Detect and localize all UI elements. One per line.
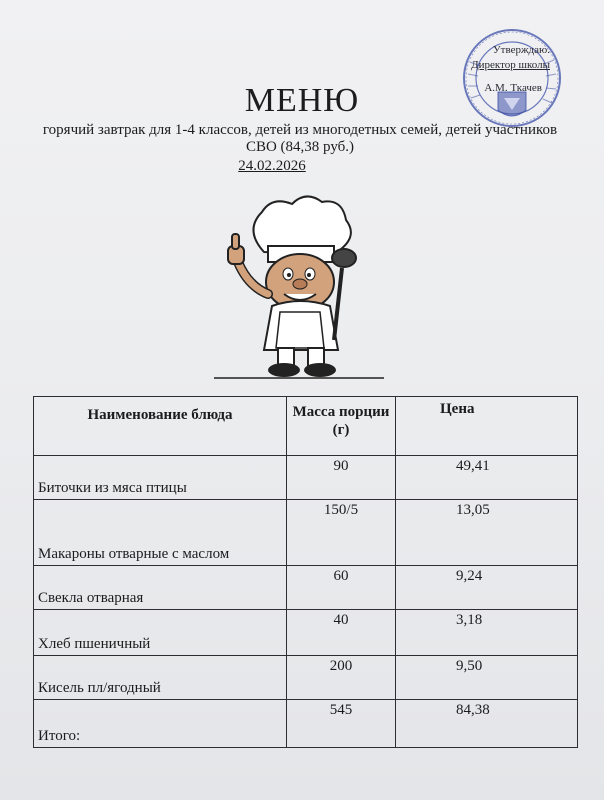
table-row [34, 610, 578, 656]
menu-title: МЕНЮ [244, 82, 360, 119]
column-header-name: Наименование блюда [34, 397, 287, 456]
dish-price: 49,41 [396, 456, 578, 500]
approval-label: Утверждаю. [492, 44, 550, 56]
dish-name: Кисель пл/ягодный [38, 680, 161, 696]
total-label: Итого: [38, 728, 81, 744]
chef-illustration [214, 190, 384, 380]
dish-mass: 40 [287, 610, 396, 656]
dish-name: Хлеб пшеничный [38, 636, 151, 652]
dish-name-cell [34, 456, 287, 500]
total-price: 84,38 [396, 700, 578, 748]
dish-price: 13,05 [396, 500, 578, 566]
dish-price: 3,18 [396, 610, 578, 656]
dish-price: 9,50 [396, 656, 578, 700]
dish-mass: 150/5 [287, 500, 396, 566]
total-mass: 545 [287, 700, 396, 748]
table-header-row [34, 397, 578, 456]
dish-name-cell [34, 500, 287, 566]
dish-mass: 90 [287, 456, 396, 500]
column-header-price: Цена [396, 397, 578, 456]
approval-position: Директор школы [471, 59, 550, 71]
dish-mass: 200 [287, 656, 396, 700]
dish-name: Макароны отварные с маслом [38, 546, 230, 562]
dish-name-cell [34, 656, 287, 700]
table-total-row [34, 700, 578, 748]
dish-mass: 60 [287, 566, 396, 610]
menu-subtitle: горячий завтрак для 1-4 классов, детей из многодетных семей, детей участников СВО (84,38 руб.) [42, 122, 558, 155]
table-row [34, 656, 578, 700]
dish-name: Свекла отварная [38, 590, 144, 606]
dish-name-cell [34, 610, 287, 656]
dish-name: Биточки из мяса птицы [38, 480, 187, 496]
dish-name-cell [34, 566, 287, 610]
chef-icon [214, 190, 384, 380]
total-label-cell [34, 700, 287, 748]
menu-table [33, 396, 578, 748]
menu-date: 24.02.2026 [238, 158, 306, 174]
table-row [34, 456, 578, 500]
approval-signer: А.М. Ткачев [484, 82, 542, 94]
dish-price: 9,24 [396, 566, 578, 610]
table-row [34, 500, 578, 566]
column-header-mass: Масса порции (г) [287, 397, 396, 456]
table-row [34, 566, 578, 610]
